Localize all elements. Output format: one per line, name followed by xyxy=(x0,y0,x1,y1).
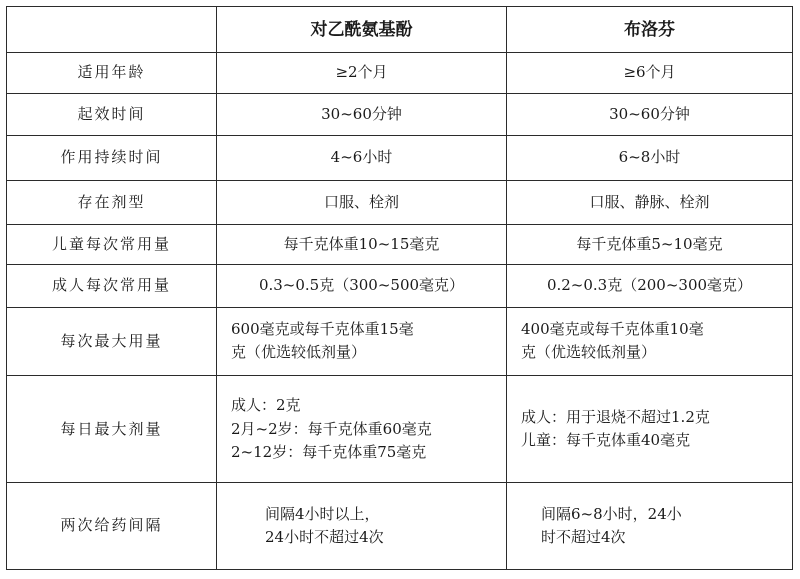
comparison-table-container xyxy=(6,6,792,570)
acetaminophen-value: 口服、栓剂 xyxy=(217,180,507,224)
ibuprofen-value: 0.2~0.3克（200~300毫克） xyxy=(507,265,793,307)
row-adult-dose xyxy=(7,265,793,307)
row-max-single-dose xyxy=(7,307,793,376)
acetaminophen-value: ≥2个月 xyxy=(217,53,507,93)
header-blank-cell xyxy=(7,7,217,53)
acetaminophen-value: 4~6小时 xyxy=(217,136,507,180)
acetaminophen-value: 每千克体重10~15毫克 xyxy=(217,224,507,264)
ibuprofen-value: 每千克体重5~10毫克 xyxy=(507,224,793,264)
row-dosage-forms xyxy=(7,180,793,224)
row-max-daily-dose xyxy=(7,376,793,483)
ibuprofen-value: 6~8小时 xyxy=(507,136,793,180)
ibuprofen-value: 成人：用于退烧不超过1.2克 儿童：每千克体重40毫克 xyxy=(507,376,793,483)
header-ibuprofen: 布洛芬 xyxy=(507,7,793,53)
ibuprofen-value: 口服、静脉、栓剂 xyxy=(507,180,793,224)
row-label: 两次给药间隔 xyxy=(7,483,217,570)
row-applicable-age xyxy=(7,53,793,93)
acetaminophen-value: 30~60分钟 xyxy=(217,93,507,135)
row-label: 存在剂型 xyxy=(7,180,217,224)
ibuprofen-value: 400毫克或每千克体重10毫 克（优选较低剂量） xyxy=(507,307,793,376)
row-duration xyxy=(7,136,793,180)
acetaminophen-value: 间隔4小时以上， 24小时不超过4次 xyxy=(217,483,507,570)
header-acetaminophen: 对乙酰氨基酚 xyxy=(217,7,507,53)
ibuprofen-value: ≥6个月 xyxy=(507,53,793,93)
row-label: 每日最大剂量 xyxy=(7,376,217,483)
acetaminophen-value: 成人：2克 2月~2岁：每千克体重60毫克 2~12岁：每千克体重75毫克 xyxy=(217,376,507,483)
row-label: 成人每次常用量 xyxy=(7,265,217,307)
row-label: 适用年龄 xyxy=(7,53,217,93)
row-dosing-interval xyxy=(7,483,793,570)
row-label: 作用持续时间 xyxy=(7,136,217,180)
row-child-dose xyxy=(7,224,793,264)
header-row xyxy=(7,7,793,53)
row-label: 起效时间 xyxy=(7,93,217,135)
row-onset-time xyxy=(7,93,793,135)
acetaminophen-value: 600毫克或每千克体重15毫 克（优选较低剂量） xyxy=(217,307,507,376)
drug-comparison-table xyxy=(6,6,793,570)
ibuprofen-value: 30~60分钟 xyxy=(507,93,793,135)
acetaminophen-value: 0.3~0.5克（300~500毫克） xyxy=(217,265,507,307)
row-label: 每次最大用量 xyxy=(7,307,217,376)
ibuprofen-value: 间隔6~8小时，24小 时不超过4次 xyxy=(507,483,793,570)
row-label: 儿童每次常用量 xyxy=(7,224,217,264)
